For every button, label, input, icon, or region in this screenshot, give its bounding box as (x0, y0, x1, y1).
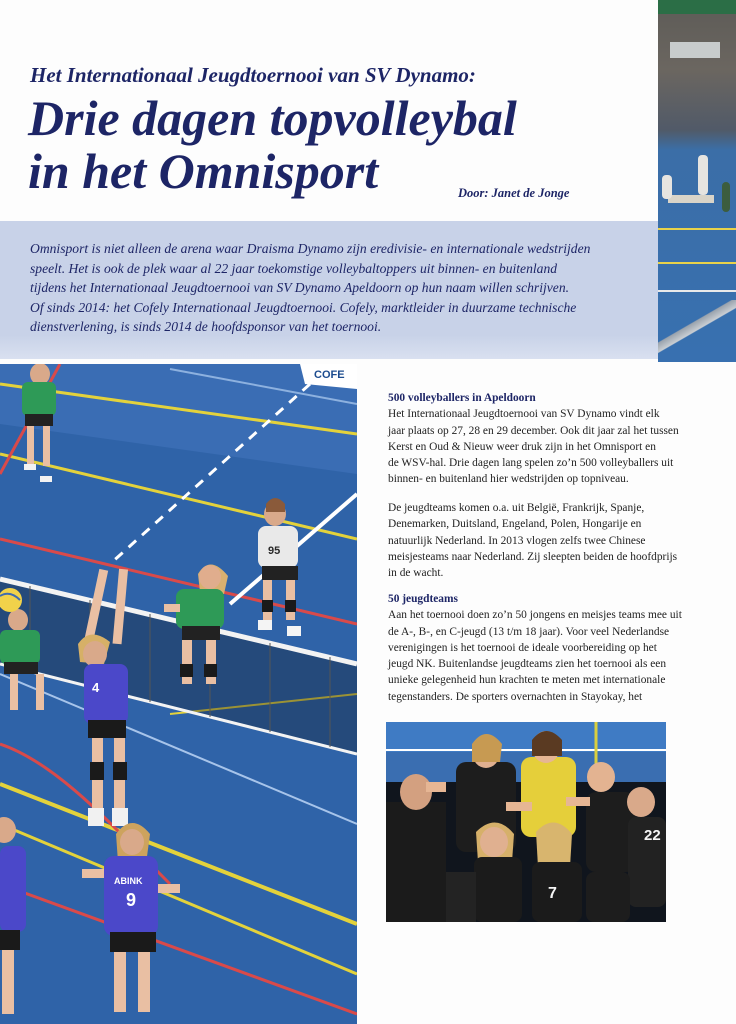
body-line: jeugd NK. Buitenlandse jeugdteams zien het toernooi als een (388, 658, 667, 671)
body-line: Denemarken, Duitsland, Engeland, Polen, Hongarije en (388, 518, 642, 531)
section-apeldoorn (388, 390, 679, 488)
scoreboard (670, 42, 720, 58)
shirt-number: 4 (92, 680, 100, 695)
body-line: Kerst en Oud & Nieuw weer druk zijn in het Omnisport en (388, 440, 656, 453)
jury-table (668, 195, 714, 203)
team-photo-drawing (386, 722, 666, 922)
body-line: Het Internationaal Jeugdtoernooi van SV Dynamo vindt elk (388, 408, 660, 421)
hall-photo (658, 0, 736, 362)
shirt-number: 9 (126, 890, 137, 910)
team-celebration-photo (386, 722, 666, 922)
body-line: natuurlijk Nederland. In 2013 vlogen zelfs twee Chinese (388, 534, 646, 547)
section-countries (388, 500, 678, 581)
person (722, 182, 730, 212)
body-line: verenigingen is het toernooi de ideale voorbereiding op het (388, 641, 657, 654)
article-kicker: Het Internationaal Jeugdtoernooi van SV Dynamo: (30, 63, 476, 87)
body-line: meisjesteams naar Nederland. Zij sleepten beiden de hoofdprijs (388, 550, 678, 563)
intro-text (30, 239, 640, 337)
article-byline: Door: Janet de Jonge (458, 186, 570, 200)
shirt-number: 95 (268, 545, 281, 557)
net-pole (658, 300, 736, 360)
body-line: de WSV-hal. Drie dagen lang spelen zo’n 500 volleyballers uit (388, 457, 674, 470)
court-line (658, 228, 736, 230)
intro-line: Omnisport is niet alleen de arena waar Draisma Dynamo zijn eredivisie- en internationale wedstrijden (30, 241, 591, 256)
section-heading: 500 volleyballers in Apeldoorn (388, 392, 536, 404)
court-line (658, 290, 736, 292)
shirt-name: ABINK (114, 876, 143, 886)
section-teams (388, 591, 682, 705)
body-line: de A-, B-, en C-jeugd (13 t/m 18 jaar). Voor veel Nederlandse (388, 625, 670, 638)
article-title (28, 92, 648, 198)
shirt-number: 7 (548, 885, 557, 902)
person (698, 155, 708, 195)
body-line: Aan het toernooi doen zo’n 50 jongens en meisjes teams mee uit (388, 609, 682, 622)
body-line: unieke gelegenheid hun krachten te meten met internationale (388, 674, 666, 687)
body-line: jaar plaats op 27, 28 en 29 december. Ook dit jaar zal het tussen (388, 424, 679, 437)
intro-line: dienstverlening, is sinds 2014 de hoofdsponsor van het toernooi. (30, 319, 382, 334)
person (662, 175, 672, 199)
banner-text: COFE (314, 369, 345, 381)
body-line: De jeugdteams komen o.a. uit België, Frankrijk, Spanje, (388, 502, 645, 514)
body-line: in de wacht. (388, 567, 444, 580)
body-line: tegenstanders. De sporters overnachten in Stayokay, het (388, 690, 643, 703)
intro-line: speelt. Het is ook de plek waar al 22 jaar toekomstige volleybaltoppers uit binnen- en buitenland (30, 260, 558, 276)
body-line: binnen- en buitenland hier wedstrijden op topniveau. (388, 473, 629, 486)
title-line: Drie dagen topvolleybal (28, 90, 517, 146)
hall-banner (658, 0, 736, 14)
intro-line: tijdens het Internationaal Jeugdtoernooi van SV Dynamo Apeldoorn op hun naam willen schrijven. (30, 280, 570, 295)
section-heading: 50 jeugdteams (388, 593, 458, 605)
volleyball-action-photo (0, 364, 357, 1024)
intro-line: Of sinds 2014: het Cofely Internationaal Jeugdtoernooi. Cofely, marktleider in duurzame technische (30, 299, 577, 315)
court-line (658, 262, 736, 264)
title-line: in het Omnisport (28, 143, 379, 199)
action-photo-drawing (0, 364, 357, 1024)
shirt-number: 22 (644, 827, 661, 844)
